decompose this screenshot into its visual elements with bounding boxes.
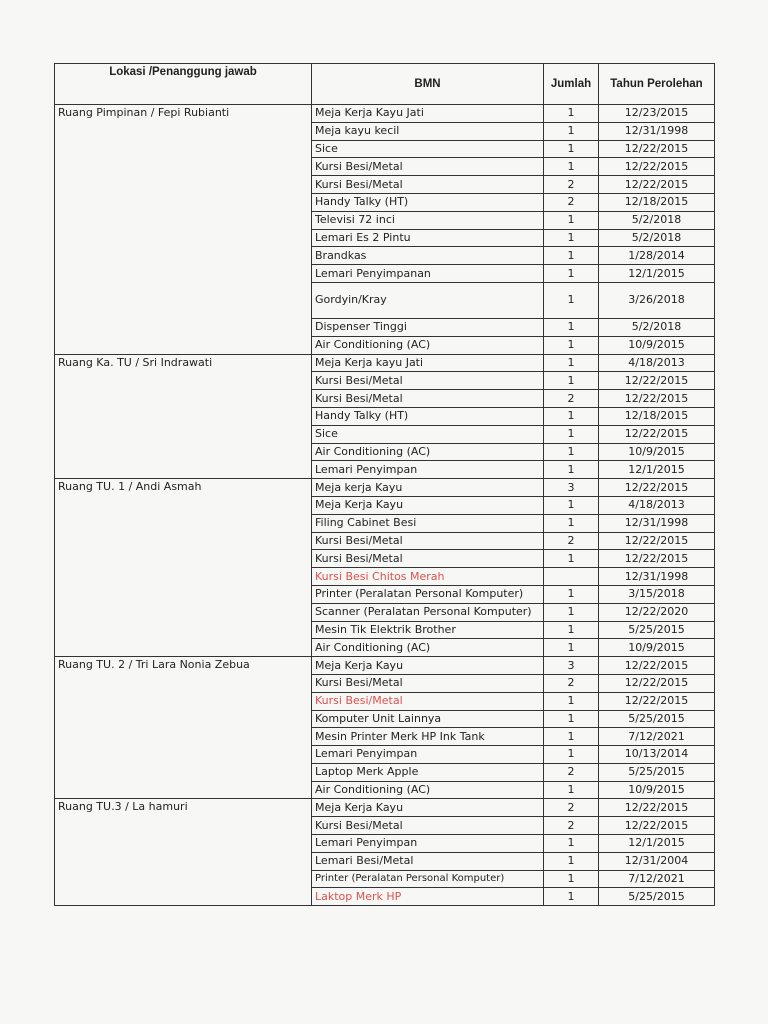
bmn-cell: Kursi Besi/Metal: [312, 550, 544, 568]
bmn-cell: Air Conditioning (AC): [312, 336, 544, 354]
bmn-cell: Kursi Besi/Metal: [312, 176, 544, 194]
jumlah-cell: 1: [544, 158, 599, 176]
tahun-cell: 12/22/2015: [599, 550, 715, 568]
jumlah-cell: 1: [544, 247, 599, 265]
tahun-cell: 5/2/2018: [599, 318, 715, 336]
bmn-cell: Mesin Tik Elektrik Brother: [312, 621, 544, 639]
header-row: [55, 64, 715, 105]
jumlah-cell: 2: [544, 817, 599, 835]
bmn-cell: Laptop Merk Apple: [312, 763, 544, 781]
bmn-cell: Lemari Besi/Metal: [312, 852, 544, 870]
bmn-cell: Lemari Penyimpanan: [312, 265, 544, 283]
jumlah-cell: 1: [544, 211, 599, 229]
tahun-cell: 3/15/2018: [599, 585, 715, 603]
tahun-cell: 7/12/2021: [599, 870, 715, 888]
tahun-cell: 5/25/2015: [599, 888, 715, 906]
jumlah-cell: 1: [544, 229, 599, 247]
table-body: [55, 105, 715, 906]
jumlah-cell: 3: [544, 479, 599, 497]
jumlah-cell: 1: [544, 781, 599, 799]
jumlah-cell: 1: [544, 550, 599, 568]
jumlah-cell: 1: [544, 318, 599, 336]
jumlah-cell: 1: [544, 852, 599, 870]
jumlah-cell: 1: [544, 888, 599, 906]
table-row: [55, 354, 715, 372]
jumlah-cell: 1: [544, 122, 599, 140]
tahun-cell: 12/31/1998: [599, 122, 715, 140]
jumlah-cell: 1: [544, 496, 599, 514]
tahun-cell: 12/22/2015: [599, 532, 715, 550]
tahun-cell: 10/13/2014: [599, 746, 715, 764]
tahun-cell: 12/22/2015: [599, 674, 715, 692]
bmn-cell: Meja Kerja kayu Jati: [312, 354, 544, 372]
bmn-cell: Meja Kerja Kayu: [312, 496, 544, 514]
jumlah-cell: [544, 568, 599, 586]
jumlah-cell: 1: [544, 461, 599, 479]
bmn-cell: Komputer Unit Lainnya: [312, 710, 544, 728]
bmn-cell: Sice: [312, 425, 544, 443]
jumlah-cell: 1: [544, 443, 599, 461]
jumlah-cell: 2: [544, 390, 599, 408]
jumlah-cell: 1: [544, 265, 599, 283]
bmn-cell: Televisi 72 inci: [312, 211, 544, 229]
tahun-cell: 4/18/2013: [599, 354, 715, 372]
tahun-cell: 12/23/2015: [599, 105, 715, 123]
tahun-cell: 12/1/2015: [599, 265, 715, 283]
bmn-cell: Kursi Besi/Metal: [312, 817, 544, 835]
bmn-cell: Kursi Besi/Metal: [312, 674, 544, 692]
tahun-cell: 5/2/2018: [599, 229, 715, 247]
tahun-cell: 12/22/2015: [599, 140, 715, 158]
tahun-cell: 12/22/2015: [599, 817, 715, 835]
tahun-cell: 12/1/2015: [599, 835, 715, 853]
table-row: [55, 105, 715, 123]
jumlah-cell: 2: [544, 674, 599, 692]
tahun-cell: 5/25/2015: [599, 763, 715, 781]
table-row: [55, 479, 715, 497]
table-row: [55, 799, 715, 817]
jumlah-cell: 1: [544, 746, 599, 764]
jumlah-cell: 1: [544, 282, 599, 318]
bmn-cell: Air Conditioning (AC): [312, 639, 544, 657]
jumlah-cell: 1: [544, 425, 599, 443]
bmn-cell: Air Conditioning (AC): [312, 443, 544, 461]
jumlah-cell: 2: [544, 176, 599, 194]
jumlah-cell: 3: [544, 657, 599, 675]
jumlah-cell: 1: [544, 140, 599, 158]
tahun-cell: 12/18/2015: [599, 193, 715, 211]
bmn-cell: Kursi Besi/Metal: [312, 158, 544, 176]
location-cell: Ruang Pimpinan / Fepi Rubianti: [55, 105, 312, 355]
jumlah-cell: 1: [544, 336, 599, 354]
jumlah-cell: 1: [544, 835, 599, 853]
tahun-cell: 1/28/2014: [599, 247, 715, 265]
tahun-cell: 12/22/2015: [599, 479, 715, 497]
location-cell: Ruang TU. 2 / Tri Lara Nonia Zebua: [55, 657, 312, 799]
bmn-cell: Lemari Penyimpan: [312, 461, 544, 479]
bmn-cell: Meja Kerja Kayu: [312, 657, 544, 675]
bmn-cell: Handy Talky (HT): [312, 193, 544, 211]
jumlah-cell: 1: [544, 603, 599, 621]
jumlah-cell: 1: [544, 870, 599, 888]
bmn-cell: Meja kayu kecil: [312, 122, 544, 140]
tahun-cell: 12/22/2015: [599, 372, 715, 390]
bmn-cell: Meja Kerja Kayu: [312, 799, 544, 817]
inventory-table: [54, 63, 715, 906]
bmn-cell: Kursi Besi Chitos Merah: [312, 568, 544, 586]
bmn-cell: Laktop Merk HP: [312, 888, 544, 906]
bmn-cell: Dispenser Tinggi: [312, 318, 544, 336]
bmn-cell: Kursi Besi/Metal: [312, 390, 544, 408]
jumlah-cell: 2: [544, 193, 599, 211]
bmn-cell: Lemari Es 2 Pintu: [312, 229, 544, 247]
location-cell: Ruang Ka. TU / Sri Indrawati: [55, 354, 312, 479]
jumlah-cell: 1: [544, 692, 599, 710]
jumlah-cell: 1: [544, 105, 599, 123]
bmn-cell: Printer (Peralatan Personal Komputer): [312, 585, 544, 603]
tahun-cell: 5/2/2018: [599, 211, 715, 229]
tahun-cell: 10/9/2015: [599, 781, 715, 799]
tahun-cell: 3/26/2018: [599, 282, 715, 318]
tahun-cell: 5/25/2015: [599, 621, 715, 639]
jumlah-cell: 1: [544, 354, 599, 372]
tahun-cell: 12/22/2015: [599, 657, 715, 675]
jumlah-cell: 1: [544, 407, 599, 425]
tahun-cell: 12/31/1998: [599, 514, 715, 532]
bmn-cell: Mesin Printer Merk HP Ink Tank: [312, 728, 544, 746]
bmn-cell: Filing Cabinet Besi: [312, 514, 544, 532]
bmn-cell: Meja kerja Kayu: [312, 479, 544, 497]
bmn-cell: Kursi Besi/Metal: [312, 372, 544, 390]
jumlah-cell: 2: [544, 799, 599, 817]
bmn-cell: Air Conditioning (AC): [312, 781, 544, 799]
bmn-cell: Scanner (Peralatan Personal Komputer): [312, 603, 544, 621]
tahun-cell: 12/31/1998: [599, 568, 715, 586]
tahun-cell: 12/22/2015: [599, 692, 715, 710]
jumlah-cell: 1: [544, 372, 599, 390]
location-cell: Ruang TU.3 / La hamuri: [55, 799, 312, 906]
jumlah-cell: 2: [544, 532, 599, 550]
jumlah-cell: 1: [544, 639, 599, 657]
bmn-cell: Lemari Penyimpan: [312, 835, 544, 853]
jumlah-cell: 1: [544, 728, 599, 746]
jumlah-cell: 1: [544, 585, 599, 603]
bmn-cell: Printer (Peralatan Personal Komputer): [312, 870, 544, 888]
tahun-cell: 4/18/2013: [599, 496, 715, 514]
bmn-cell: Handy Talky (HT): [312, 407, 544, 425]
tahun-cell: 12/22/2020: [599, 603, 715, 621]
header-lokasi: Lokasi /Penanggung jawab: [55, 64, 312, 105]
tahun-cell: 12/22/2015: [599, 390, 715, 408]
jumlah-cell: 2: [544, 763, 599, 781]
bmn-cell: Gordyin/Kray: [312, 282, 544, 318]
tahun-cell: 10/9/2015: [599, 639, 715, 657]
bmn-cell: Lemari Penyimpan: [312, 746, 544, 764]
tahun-cell: 12/31/2004: [599, 852, 715, 870]
header-jumlah: Jumlah: [544, 64, 599, 105]
location-cell: Ruang TU. 1 / Andi Asmah: [55, 479, 312, 657]
tahun-cell: 7/12/2021: [599, 728, 715, 746]
jumlah-cell: 1: [544, 514, 599, 532]
tahun-cell: 12/22/2015: [599, 158, 715, 176]
bmn-cell: Kursi Besi/Metal: [312, 532, 544, 550]
tahun-cell: 12/22/2015: [599, 425, 715, 443]
tahun-cell: 10/9/2015: [599, 336, 715, 354]
tahun-cell: 12/18/2015: [599, 407, 715, 425]
tahun-cell: 5/25/2015: [599, 710, 715, 728]
bmn-cell: Meja Kerja Kayu Jati: [312, 105, 544, 123]
bmn-cell: Brandkas: [312, 247, 544, 265]
bmn-cell: Sice: [312, 140, 544, 158]
header-tahun: Tahun Perolehan: [599, 64, 715, 105]
table-row: [55, 657, 715, 675]
jumlah-cell: 1: [544, 621, 599, 639]
tahun-cell: 12/1/2015: [599, 461, 715, 479]
bmn-cell: Kursi Besi/Metal: [312, 692, 544, 710]
jumlah-cell: 1: [544, 710, 599, 728]
tahun-cell: 12/22/2015: [599, 176, 715, 194]
header-bmn: BMN: [312, 64, 544, 105]
tahun-cell: 10/9/2015: [599, 443, 715, 461]
tahun-cell: 12/22/2015: [599, 799, 715, 817]
